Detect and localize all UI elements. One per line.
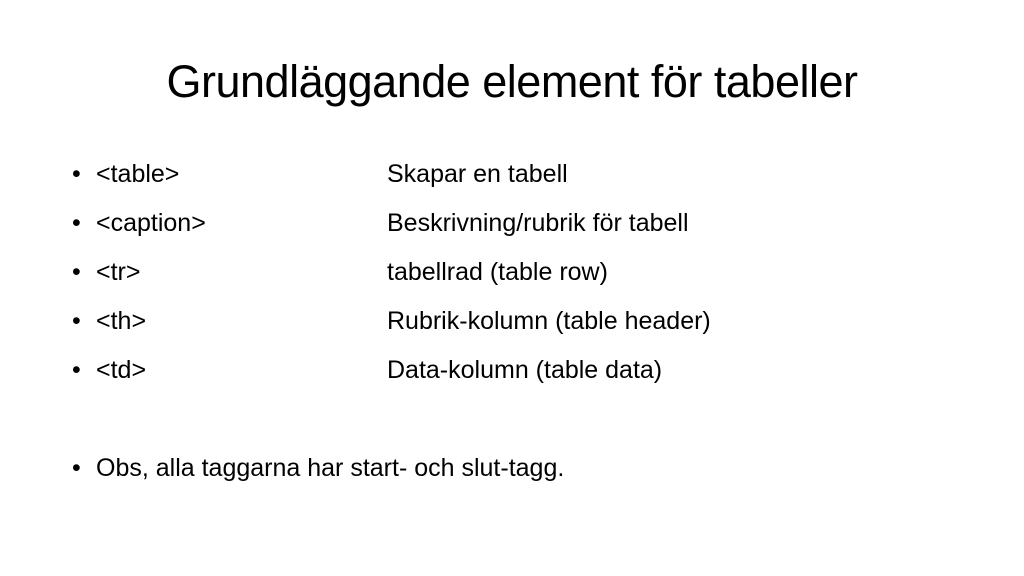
element-description: Data-kolumn (table data) [387,356,663,384]
bullet-list [72,156,972,499]
element-description: Skapar en tabell [387,160,568,188]
element-description: Beskrivning/rubrik för tabell [387,209,689,237]
bullet-item-tr [72,254,972,303]
bullet-icon: • [72,160,81,188]
element-tag: <table> [96,160,180,188]
element-description: tabellrad (table row) [387,258,608,286]
bullet-item-td [72,352,972,401]
bullet-item-caption [72,205,972,254]
bullet-icon: • [72,307,81,335]
element-description: Rubrik-kolumn (table header) [387,307,711,335]
bullet-icon: • [72,454,81,482]
element-tag: <caption> [96,209,206,237]
bullet-item-th [72,303,972,352]
bullet-icon: • [72,356,81,384]
element-tag: <th> [96,307,147,335]
slide-title: Grundläggande element för tabeller [166,56,858,107]
bullet-item-note [72,450,972,499]
bullet-item-table [72,156,972,205]
element-tag: <td> [96,356,147,384]
bullet-icon: • [72,258,81,286]
element-tag: <tr> [96,258,141,286]
bullet-icon: • [72,209,81,237]
note-text: Obs, alla taggarna har start- och slut-tagg. [96,454,565,482]
